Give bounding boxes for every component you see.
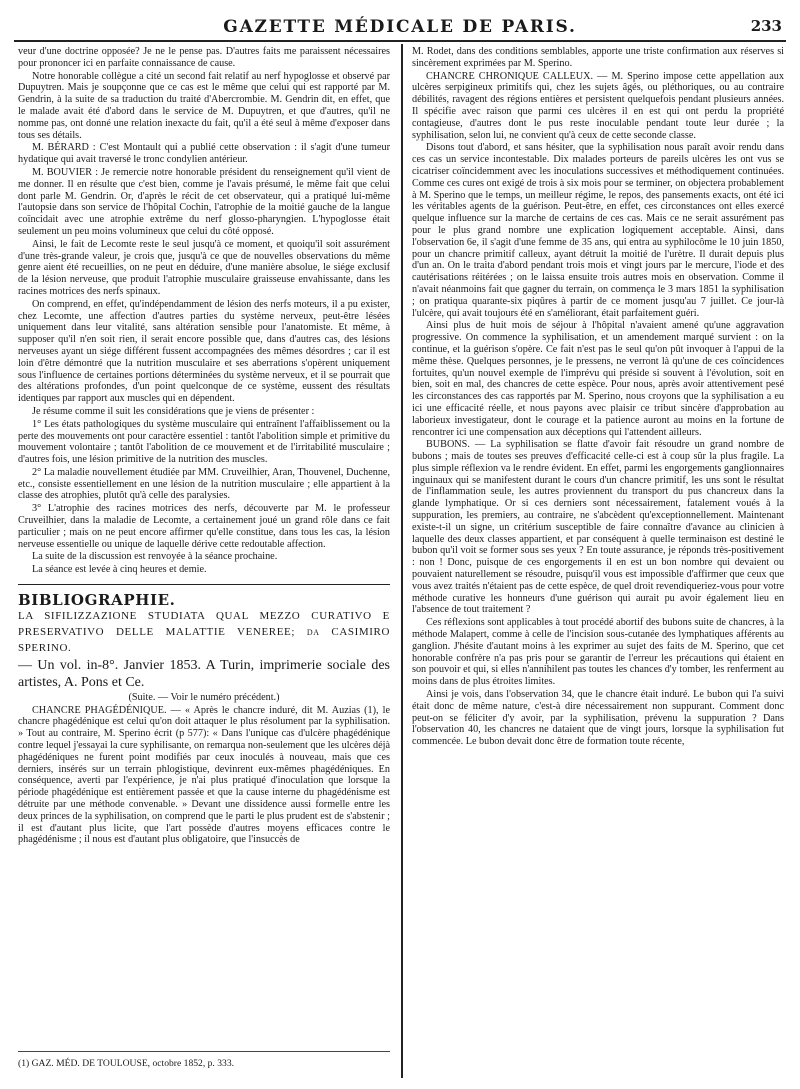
section-divider [18, 584, 390, 585]
paragraph: 2° La maladie nouvellement étudiée par MM. Cruveilhier, Aran, Thouvenel, Duchenne, etc., consiste essentiellement en une lésion de la nutrition musculaire ; elle appartient à la classe des atrophies, plutôt qu'à celle des paralysies. [18, 466, 390, 502]
paragraph: Ces réflexions sont applicables à tout procédé abortif des bubons suite de chancres, à la méthode Malapert, comme à celle de l'incision sous-cutanée des lymphatiques afférents au ganglion. J'hésite d'autant moins à les exprimer au sujet des faits de M. Sperino, que cet honorable confrère n'a pas pris pour se garantir de l'erreur les précautions qui étaient en son pouvoir et qui, si elles n'annihilent pas toutes les chances d'y tomber, les renferment au moins dans de plus étroites limites. [412, 617, 784, 688]
paragraph: On comprend, en effet, qu'indépendamment de lésion des nerfs moteurs, il a pu exister, chez Lecomte, une affection d'autres parties du système nerveux, peut-être lésées uniquement dans leur vitalité, sans altération sensible pour l'anatomiste. Et même, à supposer qu'il n'en soit rien, il serait encore possible que, dans d'autres cas, des lésions nerveuses ayant un siége différent fussent accompagnées des mêmes désordres ; car il est loin d'être démontré que la nutrition musculaire et ses aberrations s'opèrent uniquement sous l'influence de certaines portions déterminées du système nerveux, et il se pourrait que des altérations profondes, d'un point quelconque de ce système, eussent des résultats identiques par rapport aux muscles qui en dépendent. [18, 298, 390, 405]
page-number: 233 [750, 17, 782, 35]
paragraph: 3° L'atrophie des racines motrices des nerfs, découverte par M. le professeur Cruveilhier, dans la maladie de Lecomte, a certainement joué un grand rôle dans ce fait particulier ; mais on ne peut encore affirmer qu'elle constitue, dans tous les cas, la lésion nerveuse essentielle ou unique de laquelle dérive cette redoutable affection. [18, 503, 390, 550]
paragraph: Notre honorable collègue a cité un second fait relatif au nerf hypoglosse et observé par Dupuytren. Mais je soupçonne que ce cas est le même que celui qui est rapporté par M. Gendrin, à la suite de sa traduction du traité d'Abercrombie. M. Gendrin dit, en effet, que le malade avait été d'abord dans le service de M. Dupuytren, et que d'autres, qu'il ne nomme pas, ont donné une relation inexacte du fait, qu'il a été seul à même d'exposer dans tous ses détails. [18, 70, 390, 141]
paragraph: CHANCRE PHAGÉDÉNIQUE. — « Après le chancre induré, dit M. Auzias (1), le chancre phagédénique est celui qu'on doit attaquer le plus résolument par la syphilisation. » Tout au contraire, M. Sperino écrit (p 577): « Dans l'unique cas d'ulcère phagédénique contre lequel j'essayai la cure syphilisante, on remarqua non-seulement que les ulcères déjà phagédéniques ne furent point modifiés par ceux inoculés à nouveau, mais que ces derniers, insérés sur un terrain phlogistique, devinrent eux-mêmes phagédéniques. En conséquence, averti par l'expérience, je n'ai plus pratiqué d'inoculation que lorsque la période phagédénique est entièrement passée et que la cause interne du phagédénisme est détruite par une méthode convenable. » Devant une dissidence aussi formelle entre les deux princes de la syphilisation, on comprend que le parti le plus prudent est de s'abstenir ; il est d'autant plus licite, que l'art possède d'autres moyens efficaces contre le phagédénisme ; il nous est d'autant plus obligatoire, que l'insuccès de [18, 704, 390, 846]
paragraph: Ainsi, le fait de Lecomte reste le seul jusqu'à ce moment, et quoiqu'il soit assurément d'une très-grande valeur, je crois que, jusqu'à ce que de nouvelles observations du même genre aient été recueillies, on ne peut en déduire, d'une manière absolue, le siége exclusif de la lésion nerveuse, que produit l'atrophie musculaire graisseuse envahissante, dans les racines motrices des nerfs spinaux. [18, 238, 390, 297]
column-rule [401, 44, 403, 1078]
book-publication: — Un vol. in-8°. Janvier 1853. A Turin, imprimerie sociale des artistes, A. Pons et Ce. [18, 657, 390, 690]
footnote: (1) GAZ. MÉD. DE TOULOUSE, octobre 1852, p. 333. [18, 1051, 390, 1070]
paragraph: M. Rodet, dans des conditions semblables, apporte une triste confirmation aux réserves si sincèrement exprimées par M. Sperino. [412, 46, 784, 69]
continuation-note: (Suite. — Voir le numéro précédent.) [128, 691, 280, 703]
paragraph: La séance est levée à cinq heures et demie. [32, 564, 207, 576]
paragraph: Ainsi je vois, dans l'observation 34, que le chancre était induré. Le bubon qui l'a suivi était donc de même nature, c'est-à dire nécessairement non suppurant. Comment donc peut-on se féliciter d'y avoir, par la syphilisation, prévenu la suppuration ? Dans l'observation 40, les chancres ne dataient que de vingt jours, lorsque la syphilisation fut commencée. Le bubon devait donc être de formation toute récente, [412, 689, 784, 748]
section-title: BIBLIOGRAPHIE. [18, 591, 176, 610]
paragraph: 1° Les états pathologiques du système musculaire qui entraînent l'affaiblissement ou la perte des mouvements ont pour caractère essentiel : tantôt l'abolition simple et primitive du mouvement volontaire ; tantôt l'abolition de ce mouvement et de l'irritabilité musculaire ; d'autres fois, une lésion primitive de la nutrition des muscles. [18, 418, 390, 466]
page-header [14, 14, 786, 42]
running-title: GAZETTE MÉDICALE DE PARIS. [223, 17, 577, 37]
book-title: LA SIFILIZZAZIONE STUDIATA QUAL MEZZO CURATIVO E PRESERVATIVO DELLE MALATTIE VENEREE; da CASIMIRO SPERINO. [18, 609, 390, 654]
paragraph: Ainsi plus de huit mois de séjour à l'hôpital n'avaient amené qu'une aggravation progressive. On commence la syphilisation, et un amendement marqué survient : on la continue, et la guérison s'opère. Ce fait n'est pas le seul qu'on pût invoquer à l'appui de la même thèse. Quelques personnes, je le pressens, ne verront là qu'une de ces coïncidences fortuites, qu'un nouvel exemple de l'imprévu qui préside si souvent à l'évolution, soit en bien, soit en mal, des chancres de cette espèce. Pour nous, après avoir attentivement pesé les circonstances des cas rapportés par M. Sperino, nous croyons que la syphilisation a eu ici une efficacité réelle, et nous payons avec plaisir ce tribut sincère d'approbation au laborieux investigateur, dont le courage et la patience auront au moins en la fortune de rencontrer ici une compensation aux déceptions qui l'attendent ailleurs. [412, 320, 784, 438]
paragraph: CHANCRE CHRONIQUE CALLEUX. — M. Sperino impose cette appellation aux ulcères serpigineux primitifs qui, chez les sujets âgés, ou pléthoriques, ou au contraire débilités, ravagent des régions entières et persistent quelquefois pendant plusieurs années. Il spécifie avec raison que parmi ces ulcères il en est qui ont perdu la propriété contagieuse, d'autres dont le pus reste inoculable pendant toute leur durée ; la syphilisation, selon lui, ne convient qu'à ceux de cette seconde classe. [412, 70, 784, 141]
paragraph: BUBONS. — La syphilisation se flatte d'avoir fait résoudre un grand nombre de bubons ; mais de toutes ses preuves d'efficacité celle-ci est à coup sûr la plus fragile. La plus simple réflexion va le rendre évident. En effet, parmi les engorgements ganglionnaires inguinaux qui se manifestent durant le cours d'un chancre primitif, les uns sont le résultat de l'inflammation seule, les autres proviennent du transport du pus chancreux dans la glande lymphatique. Or si ces derniers sont nécessairement, fatalement voués à la suppuration, les premiers, au contraire, ne s'abcèdent qu'exceptionnellement. Maintenant existe-t-il un signe, un critérium susceptible de faire connaître d'avance au clinicien à laquelle des deux classes appartient, et par conséquent à quelle terminaison est destiné le bubon qu'il voit se former sous ses yeux ? En toute assurance, je réponds très-positivement : non ! Donc, puisque de ces engorgements il en est un bon nombre qui devaient ou pouvaient naturellement se résoudre, puisqu'il vous est impossible d'affirmer que ceux que vous avez traités n'étaient pas de cette espèce, de quel droit revendiqueriez-vous pour votre méthode curative les honneurs d'une guérison qui aurait pu avoir également lieu en l'absence de tout traitement ? [412, 439, 784, 616]
paragraph: Disons tout d'abord, et sans hésiter, que la syphilisation nous paraît avoir rendu dans ces cas un service incontestable. Dix malades porteurs de pareils ulcères les ont vus se cicatriser coïncidemment avec les inoculations successives et méthodiquement continuées. Comme ces cures ont exigé de trois à six mois pour se terminer, on objectera probablement à M. Sperino que le temps, un meilleur régime, le repos, des pansements exacts, ont été ici les véritables agents de la guérison. Peut-être, en effet, ces circonstances ont elles exercé quelque influence sur la marche de certains de ces cas. Mais ce ne serait assurément pas pour le plus grand nombre une explication logiquement acceptable. Ainsi, dans l'observation 6e, il s'agit d'une femme de 35 ans, qui entra au syphilocôme le 10 juin 1850, pour un chancre primitif calleux, ayant détruit la moitié de l'urètre. Il durait depuis plus d'un an. On le traita d'abord pendant trois mois et vingt jours par le mercure, l'iode et des cautérisations réitérées ; on le laissa ensuite trois autres mois en observation. Comme il n'avait néanmoins fait que gagner du terrain, on commença le 3 mars 1851 la syphilisation ; on pratiqua quarante-six piqûres à partir de ce moment jusqu'au 7 juillet. Ce jour-là l'ulcère, qui avait toujours été en s'améliorant, était parfaitement guéri. [412, 142, 784, 319]
paragraph: M. BOUVIER : Je remercie notre honorable président du renseignement qu'il vient de me donner. Il en résulte que c'est bien, comme je l'avais présumé, le même fait que celui dont parle M. Gendrin. Or, d'après le récit de cet observateur, qui a pratiqué lui-même l'autopsie dans son service de l'hôpital Cochin, l'atrophie de la moitié gauche de la langue coïncidait avec une atrophie extrême du nerf glosso-pharyngien. L'hypoglosse était seulement un peu moins volumineux que celui du côté opposé. [18, 166, 390, 237]
paragraph: La suite de la discussion est renvoyée à la séance prochaine. [32, 551, 278, 563]
right-column [412, 46, 784, 1076]
left-column [18, 46, 390, 1076]
paragraph: Je résume comme il suit les considérations que je viens de présenter : [32, 405, 315, 417]
paragraph: M. BÉRARD : C'est Montault qui a publié cette observation : il s'agit d'une tumeur hydatique qui avait traversé le tronc condylien antérieur. [18, 142, 390, 166]
paragraph: veur d'une doctrine opposée? Je ne le pense pas. D'autres faits me paraissent nécessaires pour prononcer ici en parfaite connaissance de cause. [18, 46, 390, 69]
